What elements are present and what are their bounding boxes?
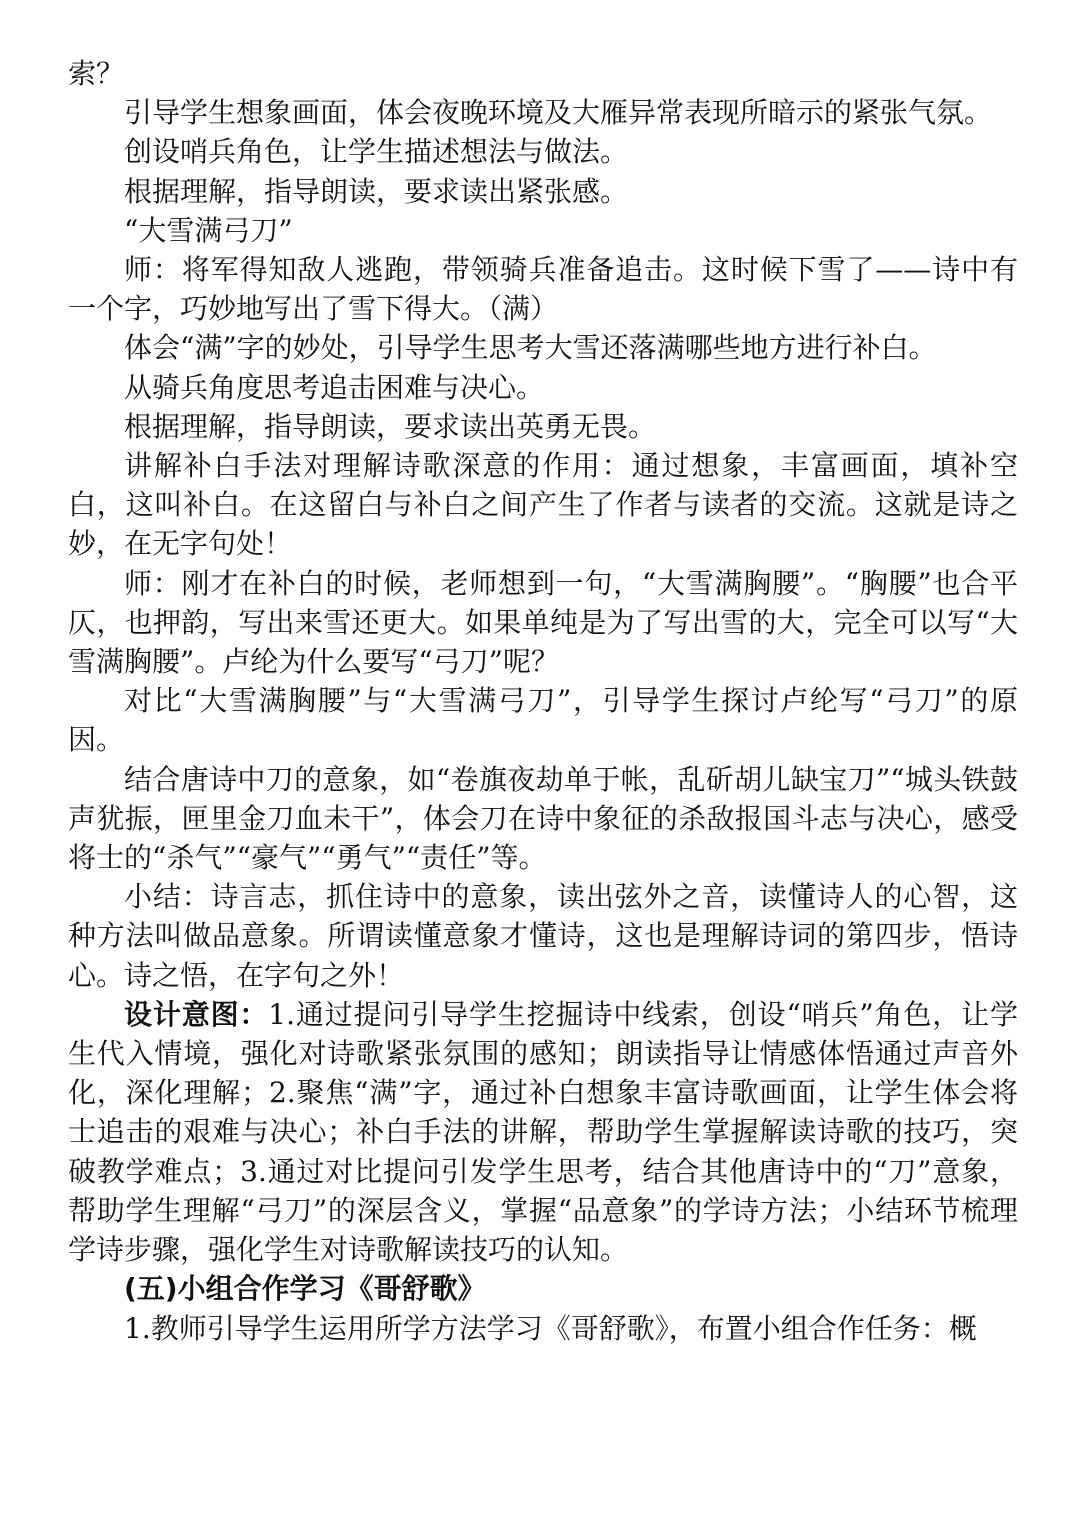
body-paragraph: 创设哨兵角色，让学生描述想法与做法。 <box>124 135 629 169</box>
design-intent-text: 1.通过提问引导学生挖掘诗中线索，创设“哨兵”角色，让学生代入情境，强化对诗歌紧张氛围的感知；朗读指导让情感体悟通过声音外化，深化理解；2.聚焦“满”字，通过补白想象丰富诗歌画面，让学生体会将士追击的艰难与决心；补白手法的讲解，帮助学生掌握解读诗歌的技巧，突破教学难点；3.通过对比提问引发学生思考，结合其他唐诗中的“刀”意象，帮助学生理解“弓刀”的深层含义，掌握“品意象”的学诗方法；小结环节梳理学诗步骤，强化学生对诗歌解读技巧的认知。 <box>68 997 1018 1267</box>
body-paragraph: 讲解补白手法对理解诗歌深意的作用：通过想象，丰富画面，填补空白，这叫补白。在这留白与补白之间产生了作者与读者的交流。这就是诗之妙，在无字句处！ <box>68 449 1018 561</box>
body-paragraph: 引导学生想象画面，体会夜晚环境及大雁异常表现所暗示的紧张气氛。 <box>124 96 993 130</box>
document-page <box>68 54 1018 1348</box>
body-paragraph: “大雪满弓刀” <box>124 213 293 247</box>
body-paragraph: 索？ <box>68 57 125 90</box>
body-paragraph: 对比“大雪满胸腰”与“大雪满弓刀”，引导学生探讨卢纶写“弓刀”的原因。 <box>68 684 1018 757</box>
design-intent-paragraph <box>68 995 1018 1269</box>
design-intent-label: 设计意图： <box>124 997 269 1031</box>
body-paragraph: 师：将军得知敌人逃跑，带领骑兵准备追击。这时候下雪了——诗中有一个字，巧妙地写出了雪下得大。（满） <box>68 253 1018 326</box>
body-paragraph: 师：刚才在补白的时候，老师想到一句，“大雪满胸腰”。“胸腰”也合平仄，也押韵，写出来雪还更大。如果单纯是为了写出雪的大，完全可以写“大雪满胸腰”。卢纶为什么要写“弓刀”呢？ <box>68 566 1018 679</box>
section-heading: (五)小组合作学习《哥舒歌》 <box>124 1272 486 1306</box>
body-paragraph: 根据理解，指导朗读，要求读出英勇无畏。 <box>124 409 657 443</box>
body-paragraph: 根据理解，指导朗读，要求读出紧张感。 <box>124 174 629 208</box>
body-paragraph: 结合唐诗中刀的意象，如“卷旗夜劫单于帐，乱斫胡儿缺宝刀”“城头铁鼓声犹振，匣里金刀血未干”，体会刀在诗中象征的杀敌报国斗志与决心，感受将士的“杀气”“豪气”“勇气”“责任”等。 <box>68 762 1018 875</box>
body-text <box>68 54 1018 995</box>
section-first-line: 1.教师引导学生运用所学方法学习《哥舒歌》，布置小组合作任务：概 <box>124 1311 977 1345</box>
body-paragraph: 从骑兵角度思考追击困难与决心。 <box>124 370 545 404</box>
body-paragraph: 小结：诗言志，抓住诗中的意象，读出弦外之音，读懂诗人的心智，这种方法叫做品意象。所谓读懂意象才懂诗，这也是理解诗词的第四步，悟诗心。诗之悟，在字句之外！ <box>68 880 1018 992</box>
body-paragraph: 体会“满”字的妙处，引导学生思考大雪还落满哪些地方进行补白。 <box>124 331 937 365</box>
